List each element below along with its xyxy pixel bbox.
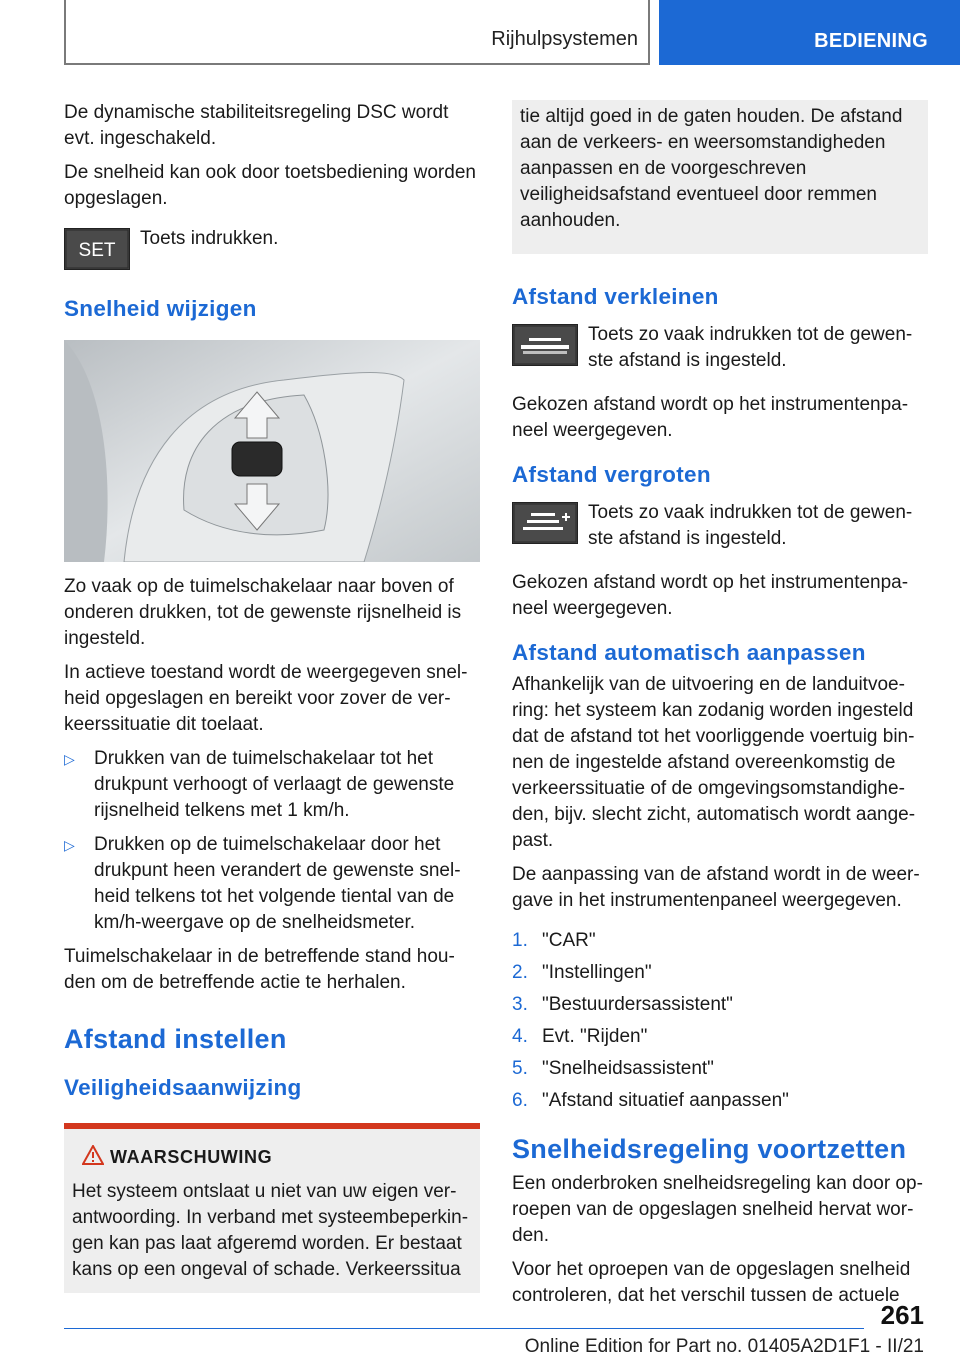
list-item-text: Drukken op de tuimelschakelaar door het drukpunt heen verandert de gewenste snelheid telkens tot het volgende tiental van de km/h-weergave op de snelheidsmeter. bbox=[94, 834, 461, 933]
distance-decrease-row bbox=[512, 322, 928, 392]
step-number: 4. bbox=[512, 1026, 528, 1047]
header-divider bbox=[648, 0, 650, 65]
set-button-row bbox=[64, 226, 480, 286]
heading-veiligheidsaanwijzing: Veiligheidsaanwijzing bbox=[64, 1075, 302, 1100]
page-number: 261 bbox=[880, 1300, 924, 1330]
step-number: 1. bbox=[512, 930, 528, 951]
warning-text: Het systeem ontslaat u niet van uw eigen verantwoording. In verband met systeembeperkingen kan pas laat afgeremd worden. Er bestaat kans op een ongeval of schade. Verkeerssitua bbox=[72, 1181, 469, 1280]
warning-continued-box bbox=[512, 100, 928, 254]
triangle-bullet-icon: ▷ bbox=[64, 751, 75, 767]
resume-check-paragraph: Voor het oproepen van de opgeslagen snelheid controleren, dat het verschil tussen de actuele bbox=[512, 1259, 911, 1306]
dsc-paragraph: De dynamische stabiliteitsregeling DSC wordt evt. ingeschakeld. bbox=[64, 102, 449, 149]
step-text: "Afstand situatief aanpassen" bbox=[542, 1090, 789, 1111]
right-column bbox=[512, 100, 928, 1317]
set-button-icon bbox=[64, 228, 130, 270]
header-chapter-tab-label: BEDIENING bbox=[814, 30, 928, 52]
header-bottom-rule bbox=[64, 63, 649, 65]
automatic-distance-paragraph: Afhankelijk van de uitvoering en de landuitvoering: het systeem kan zodanig worden ingesteld dat de afstand tot het voorliggende voertuig binnen de ingestelde afstand overeenkomstig de verkeerssituatie of de omgevingsomstandigheden, bijv. slecht zicht, automatisch wordt aangepast. bbox=[512, 674, 916, 851]
chapter-snelheidsregeling-voortzetten: Snelheidsregeling voortzetten bbox=[512, 1134, 907, 1164]
chapter-afstand-instellen: Afstand instellen bbox=[64, 1024, 287, 1054]
heading-snelheid-wijzigen: Snelheid wijzigen bbox=[64, 296, 257, 321]
step-text: Evt. "Rijden" bbox=[542, 1026, 648, 1047]
distance-increase-icon bbox=[512, 502, 578, 544]
list-item bbox=[512, 960, 928, 992]
settings-steps-list bbox=[512, 928, 928, 1120]
footer-rule bbox=[64, 1328, 864, 1329]
warning-header bbox=[72, 1145, 472, 1173]
warning-continued-text: tie altijd goed in de gaten houden. De afstand aan de verkeers- en weersomstandigheden aanpassen en de voorgeschreven veiligheidsafstand eventueel door remmen aanhouden. bbox=[520, 106, 903, 231]
list-item bbox=[64, 832, 480, 936]
header-section-title: Rijhulpsystemen bbox=[491, 28, 638, 50]
list-item bbox=[512, 992, 928, 1024]
warning-box bbox=[64, 1123, 480, 1293]
heading-afstand-verkleinen: Afstand verkleinen bbox=[512, 284, 719, 309]
list-item-text: Drukken van de tuimelschakelaar tot het drukpunt verhoogt of verlaagt de gewenste rijsnelheid telkens met 1 km/h. bbox=[94, 748, 455, 821]
step-number: 5. bbox=[512, 1058, 528, 1079]
resume-paragraph: Een onderbroken snelheidsregeling kan door oproepen van de opgeslagen snelheid hervat worden. bbox=[512, 1173, 923, 1246]
set-button-instruction: Toets indrukken. bbox=[140, 228, 279, 249]
distance-decrease-instruction: Toets zo vaak indrukken tot de gewenste afstand is ingesteld. bbox=[588, 324, 913, 371]
store-speed-paragraph: De snelheid kan ook door toetsbediening worden opgeslagen. bbox=[64, 162, 476, 209]
set-button-icon-label: SET bbox=[78, 240, 116, 261]
step-text: "Instellingen" bbox=[542, 962, 652, 983]
steering-wheel-switch-image bbox=[64, 340, 480, 562]
left-column bbox=[64, 100, 480, 1293]
step-text: "Snelheidsassistent" bbox=[542, 1058, 714, 1079]
step-number: 6. bbox=[512, 1090, 528, 1111]
footer-edition: Online Edition for Part no. 01405A2D1F1 - II/21 bbox=[524, 1336, 924, 1357]
list-item bbox=[512, 1024, 928, 1056]
heading-afstand-vergroten: Afstand vergroten bbox=[512, 462, 711, 487]
warning-triangle-icon bbox=[82, 1145, 104, 1165]
triangle-bullet-icon: ▷ bbox=[64, 837, 75, 853]
heading-afstand-automatisch: Afstand automatisch aanpassen bbox=[512, 640, 866, 665]
hold-rocker-paragraph: Tuimelschakelaar in de betreffende stand houden om de betreffende actie te herhalen. bbox=[64, 946, 455, 993]
header-left-rule bbox=[64, 0, 66, 65]
list-item bbox=[512, 1056, 928, 1088]
warning-title: WAARSCHUWING bbox=[110, 1147, 273, 1167]
step-number: 2. bbox=[512, 962, 528, 983]
distance-increase-instruction: Toets zo vaak indrukken tot de gewenste afstand is ingesteld. bbox=[588, 502, 913, 549]
distance-decrease-icon bbox=[512, 324, 578, 366]
distance-increase-row bbox=[512, 500, 928, 570]
automatic-distance-display-paragraph: De aanpassing van de afstand wordt in de weergave in het instrumentenpaneel weergegeven. bbox=[512, 864, 920, 911]
header-chapter-tab[interactable] bbox=[659, 0, 960, 65]
distance-increase-paragraph: Gekozen afstand wordt op het instrumentenpaneel weergegeven. bbox=[512, 572, 909, 619]
active-state-paragraph: In actieve toestand wordt de weergegeven snelheid opgeslagen en bereikt voor zover de verkeerssituatie dit toelaat. bbox=[64, 662, 468, 735]
step-number: 3. bbox=[512, 994, 528, 1015]
list-item bbox=[512, 928, 928, 960]
step-text: "Bestuurdersassistent" bbox=[542, 994, 733, 1015]
list-item bbox=[64, 746, 480, 824]
step-text: "CAR" bbox=[542, 930, 596, 951]
list-item bbox=[512, 1088, 928, 1120]
distance-decrease-paragraph: Gekozen afstand wordt op het instrumentenpaneel weergegeven. bbox=[512, 394, 909, 441]
rocker-press-paragraph: Zo vaak op de tuimelschakelaar naar boven of onderen drukken, tot de gewenste rijsnelheid is ingesteld. bbox=[64, 576, 462, 649]
